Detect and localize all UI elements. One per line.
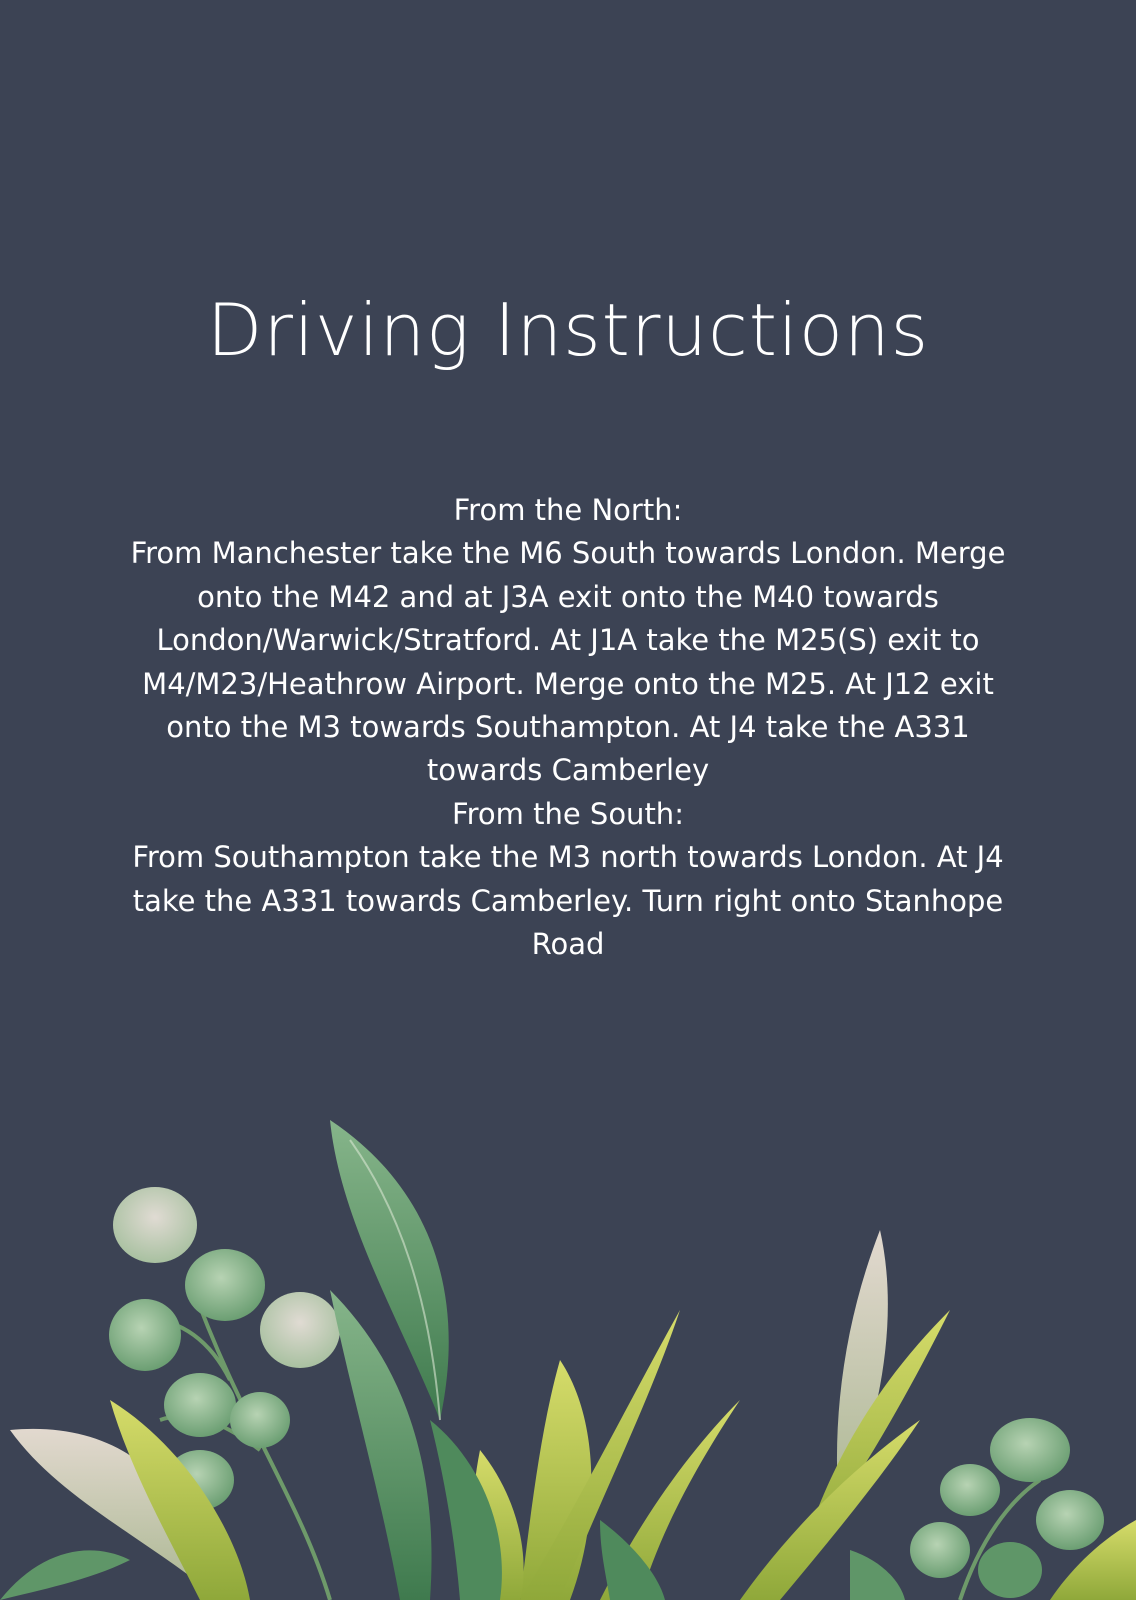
south-heading: From the South: xyxy=(452,796,684,831)
green-leaf-center-2 xyxy=(430,1420,502,1600)
south-directions-text: From Southampton take the M3 north towards London. At J4 take the A331 towards Camberley. Turn right onto Stanhope Road xyxy=(132,840,1004,962)
directions-block xyxy=(120,489,1016,966)
north-heading: From the North: xyxy=(453,493,683,527)
lime-leaf-right-2 xyxy=(740,1420,920,1600)
foliage-illustration xyxy=(0,1120,1136,1600)
north-directions-text: From Manchester take the M6 South towards London. Merge onto the M42 and at J3A exit onto the M40 towards London/Warwick/Stratford. At J1A take the M25(S) exit to M4/M23/Heathrow Airport. Merge onto the M25. At J12 exit onto the M3 towards Southampton. At J4 take the A331 towards Camberley xyxy=(130,536,1006,788)
green-leaf-left-2 xyxy=(0,1550,130,1600)
page-title: Driving Instructions xyxy=(206,288,930,372)
